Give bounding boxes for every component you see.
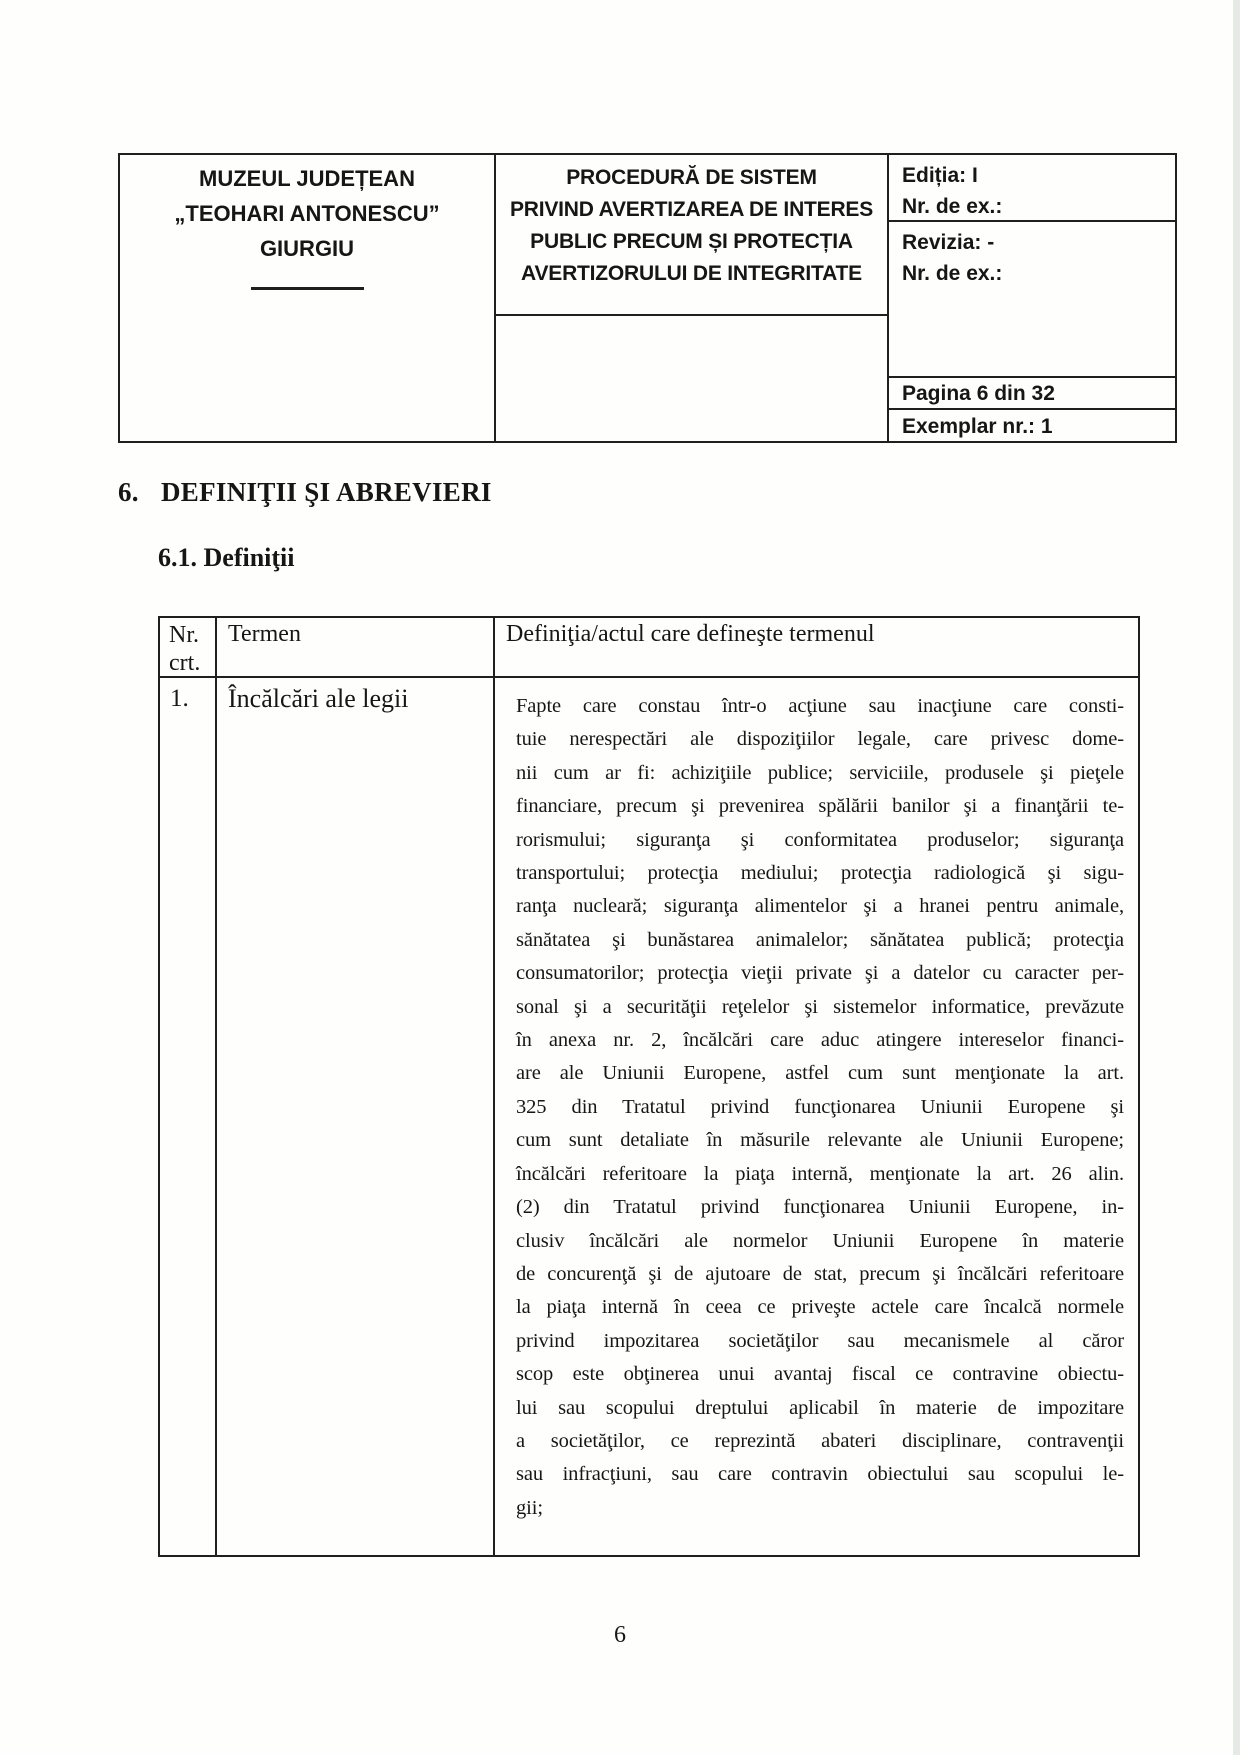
column-header-definition: Definiţia/actul care defineşte termenul (493, 618, 1138, 678)
procedure-title-line: AVERTIZORULUI DE INTEGRITATE (521, 262, 862, 285)
definition-text-line: sau infracţiuni, sau care contravin obiectului sau scopului le- (516, 1463, 1124, 1486)
definition-text-line: privind impozitarea societăţilor sau mecanismele al căror (516, 1329, 1124, 1352)
definition-text-line: clusiv încălcări ale normelor Uniunii Europene în materie (516, 1229, 1124, 1252)
definition-text-line: nii cum ar fi: achiziţiile publice; serviciile, produsele şi pieţele (516, 761, 1124, 784)
copy-number-cell: Exemplar nr.: 1 (902, 415, 1053, 438)
revision-label: Revizia: - (902, 231, 995, 254)
definition-text-line: (2) din Tratatul privind funcţionarea Uniunii Europene, in- (516, 1196, 1124, 1219)
definition-text-line: sonal şi a securităţii reţelelor şi sistemelor informatice, prevăzute (516, 995, 1124, 1018)
definition-text-line: a societăţilor, ce reprezintă abateri disciplinare, contravenţii (516, 1429, 1124, 1452)
definition-text-line: consumatorilor; protecţia vieţii private şi a datelor cu caracter per- (516, 962, 1124, 985)
edition-info-column (887, 155, 1175, 441)
table-row-definition (493, 678, 1138, 1555)
edition-cell (889, 155, 1175, 222)
edition-copies-label: Nr. de ex.: (902, 195, 1003, 218)
definition-text-line: Fapte care constau într-o acţiune sau inacţiune care consti- (516, 695, 1124, 717)
definition-text-line: transportului; protecţia mediului; protecţia radiologică şi sigu- (516, 862, 1124, 885)
procedure-title-line: PRIVIND AVERTIZAREA DE INTERES (509, 198, 874, 221)
organization-name-line: „TEOHARI ANTONESCU” (174, 201, 440, 226)
column-header-number-line: crt. (169, 650, 201, 676)
definition-text-line: gii; (516, 1496, 543, 1519)
definition-text-line: financiare, precum şi prevenirea spălării banilor şi a finanţării te- (516, 795, 1124, 818)
signature-line (251, 287, 364, 290)
edition-label: Ediția: I (902, 164, 978, 187)
column-header-number (160, 618, 215, 678)
organization-name-line: GIURGIU (259, 236, 355, 261)
definition-text-line: de concurenţă şi de ajutoare de stat, precum şi încălcări referitoare (516, 1262, 1124, 1285)
definition-text-line: 325 din Tratatul privind funcţionarea Uniunii Europene şi (516, 1095, 1124, 1118)
definition-text-line: cum sunt detaliate în măsurile relevante ale Uniunii Europene; (516, 1129, 1124, 1152)
page-number: 6 (614, 1622, 626, 1648)
definition-text-line: ranţa nucleară; siguranţa alimentelor şi a hranei pentru animale, (516, 895, 1124, 918)
definition-text-line: încălcări referitoare la piaţa internă, menţionate la art. 26 alin. (516, 1162, 1124, 1185)
column-header-number-line: Nr. (169, 622, 199, 648)
procedure-title-column (494, 155, 887, 441)
definition-text-line: sănătatea şi bunăstarea animalelor; sănătatea publică; protecţia (516, 928, 1124, 951)
definition-text-line: are ale Uniunii Europene, astfel cum sunt menţionate la art. (516, 1062, 1124, 1085)
table-row-number: 1. (170, 685, 189, 712)
procedure-header-table (118, 153, 1177, 443)
page-info-cell: Pagina 6 din 32 (889, 378, 1175, 410)
scan-edge-artifact (1233, 0, 1240, 1755)
definition-text-line: rorismului; siguranţa şi conformitatea produselor; siguranţa (516, 828, 1124, 851)
column-header-term: Termen (215, 618, 493, 678)
section-heading (118, 477, 492, 508)
revision-copies-label: Nr. de ex.: (902, 262, 1003, 285)
definition-text-line: în anexa nr. 2, încălcări care aduc atingere intereselor financi- (516, 1029, 1124, 1052)
section-title: DEFINIŢII ŞI ABREVIERI (161, 477, 492, 507)
definition-text-line: lui sau scopului dreptului aplicabil în materie de impozitare (516, 1396, 1124, 1419)
procedure-title-line: PUBLIC PRECUM ȘI PROTECȚIA (530, 230, 853, 253)
table-row-term: Încălcări ale legii (215, 678, 493, 1555)
definitions-table (158, 616, 1140, 1557)
procedure-title-line: PROCEDURĂ DE SISTEM (566, 166, 817, 189)
subsection-heading: 6.1. Definiţii (158, 543, 295, 572)
procedure-title-cell (496, 155, 887, 316)
definition-text-line: tuie nerespectări ale dispoziţiilor legale, care privesc dome- (516, 728, 1124, 751)
section-number: 6. (118, 477, 139, 507)
definition-text-line: scop este obţinerea unui avantaj fiscal ce contravine obiectu- (516, 1363, 1124, 1386)
organization-name-line: MUZEUL JUDEȚEAN (199, 166, 415, 191)
empty-cell (496, 316, 887, 441)
organization-cell (120, 155, 494, 441)
definition-text-line: la piaţa internă în ceea ce priveşte actele care încalcă normele (516, 1296, 1124, 1319)
revision-cell (889, 222, 1175, 378)
